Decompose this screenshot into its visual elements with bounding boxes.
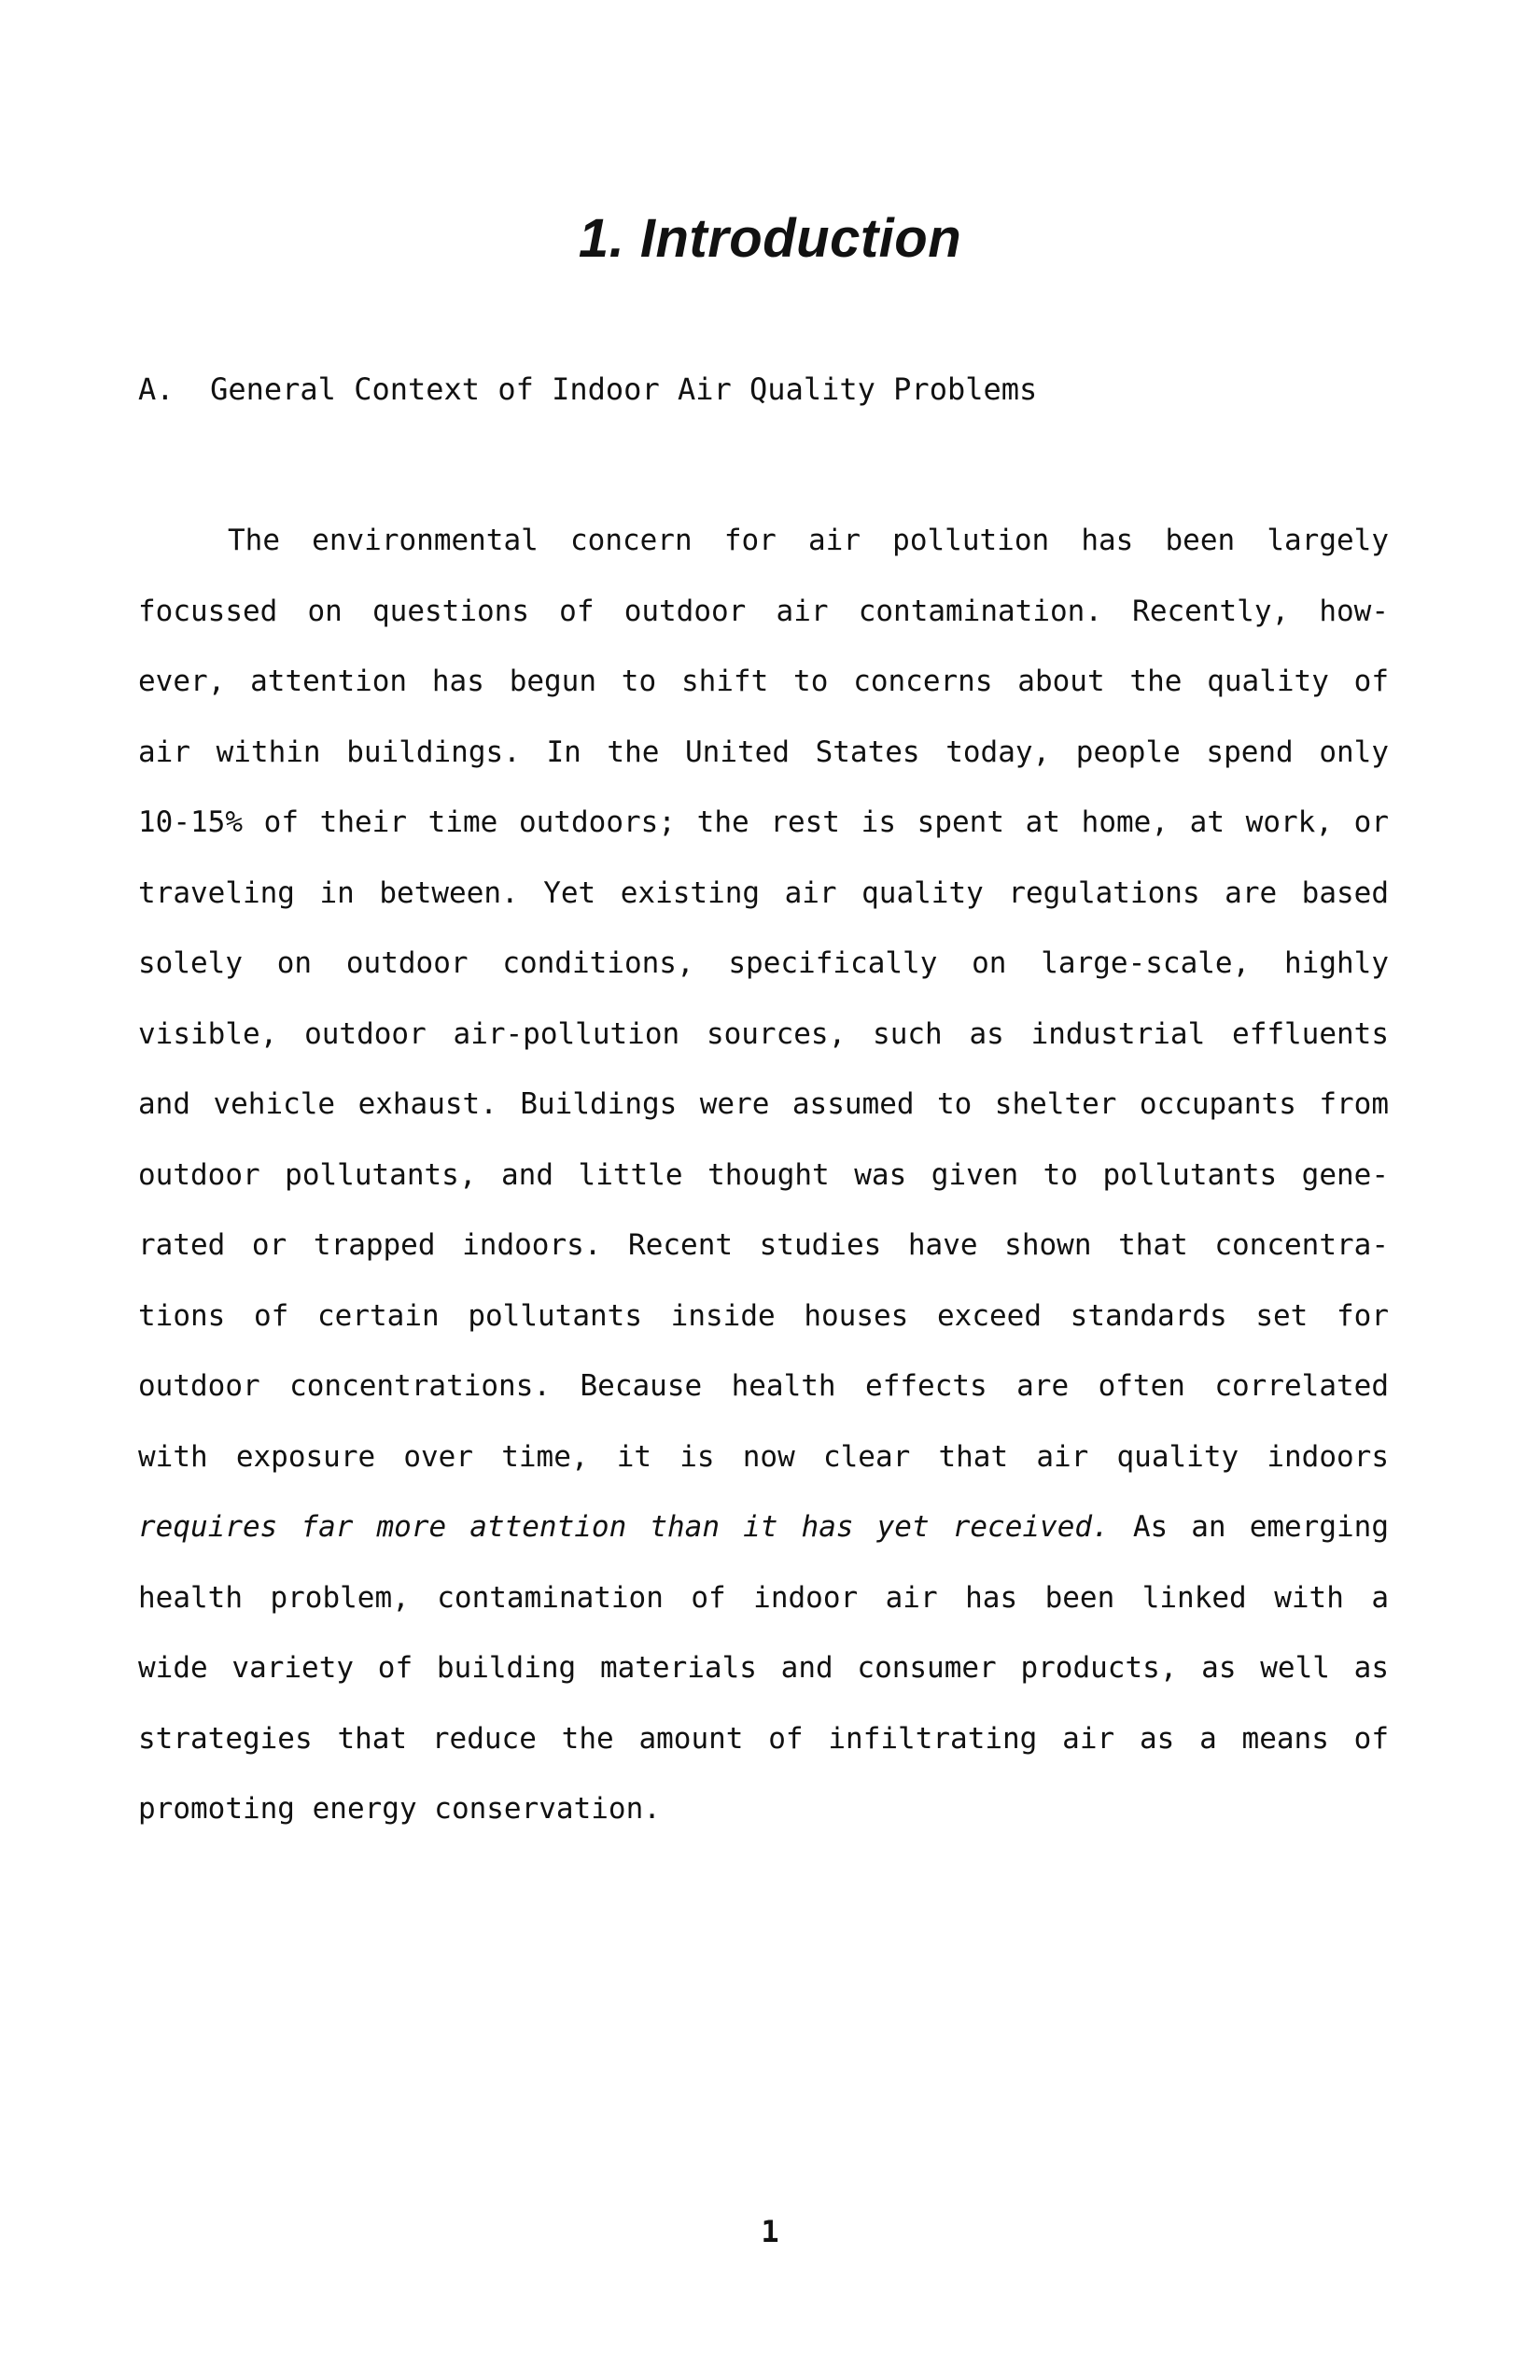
paragraph-text: As an emerging <box>1109 1510 1389 1544</box>
paragraph-line: and vehicle exhaust. Buildings were assumed to shelter occupants from <box>138 1087 1389 1121</box>
paragraph-line: 10-15% of their time outdoors; the rest is spent at home, at work, or <box>138 805 1389 839</box>
paragraph-line: solely on outdoor conditions, specifically on large-scale, highly <box>138 946 1389 980</box>
paragraph-line: health problem, contamination of indoor air has been linked with a <box>138 1580 1389 1615</box>
paragraph-line: strategies that reduce the amount of infiltrating air as a means of <box>138 1721 1389 1756</box>
paragraph-line: focussed on questions of outdoor air contamination. Recently, how- <box>138 594 1389 628</box>
paragraph-line: air within buildings. In the United States today, people spend only <box>138 735 1389 769</box>
chapter-title: 1. Introduction <box>578 208 962 269</box>
paragraph-line: traveling in between. Yet existing air quality regulations are based <box>138 875 1389 910</box>
paragraph-line: The environmental concern for air pollution has been largely <box>228 524 1389 557</box>
paragraph-line: with exposure over time, it is now clear that air quality indoors <box>138 1439 1389 1474</box>
paragraph-line: outdoor pollutants, and little thought was given to pollutants gene- <box>138 1157 1389 1192</box>
section-heading: A. General Context of Indoor Air Quality Problems <box>138 371 1038 407</box>
paragraph-line: visible, outdoor air-pollution sources, such as industrial effluents <box>138 1016 1389 1051</box>
paragraph-line: outdoor concentrations. Because health effects are often correlated <box>138 1369 1389 1403</box>
paragraph-line-emphasis <box>138 1492 1389 1563</box>
body-paragraph <box>138 506 1389 1845</box>
page-number: 1 <box>761 2214 779 2249</box>
emphasized-text: requires far more attention than it has yet received. <box>138 1510 1110 1544</box>
paragraph-line: wide variety of building materials and consumer products, as well as <box>138 1651 1389 1685</box>
paragraph-line: tions of certain pollutants inside houses exceed standards set for <box>138 1298 1389 1333</box>
paragraph-line: promoting energy conservation. <box>138 1792 661 1826</box>
paragraph-line: rated or trapped indoors. Recent studies have shown that concentra- <box>138 1228 1389 1262</box>
paragraph-line: ever, attention has begun to shift to concerns about the quality of <box>138 665 1389 698</box>
